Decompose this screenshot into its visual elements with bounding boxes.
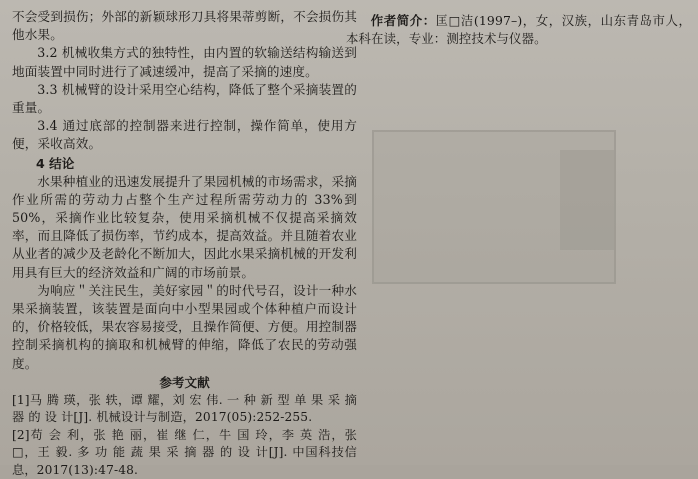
right-column [346, 12, 691, 48]
reference-2: [2]苟 会 利，张 艳 丽，崔 继 仁，牛 国 玲，李 英 浩，张 □，王 毅. 多 功 能 蔬 果 采 摘 器 的 设 计[J]. 中国科技信息，2017(13):47-48. [12, 427, 357, 477]
left-column [12, 8, 357, 479]
paragraph-3-3: 3.3 机械臂的设计采用空心结构，降低了整个采摘装置的重量。 [12, 81, 357, 116]
bleed-through-figure-detail [560, 150, 614, 250]
reference-1: [1]马 腾 瑛，张 轶，谭 耀，刘 宏 伟. 一 种 新 型 单 果 采 摘 器 的 设 计[J]. 机械设计与制造，2017(05):252-255. [12, 392, 357, 425]
section-heading-conclusion: 4 结论 [36, 155, 75, 171]
paragraph-3-4: 3.4 通过底部的控制器来进行控制，操作简单，使用方便，采收高效。 [12, 118, 357, 152]
paragraph-3-2: 3.2 机械收集方式的独特性，由内置的软输送结构输送到地面装置中同时进行了减速缓冲，提高了采摘的速度。 [12, 45, 357, 79]
paragraph-conclusion-1: 水果种植业的迅速发展提升了果园机械的市场需求，采摘作业所需的劳动力占整个生产过程所需劳动力的 33%到 50%，采摘作业比较复杂，使用采摘机械不仅提高采摘效率，而且降低了损伤率，节约成本，提高效益。并且随着农业从业者的减少及老龄化不断加大，因此水果采摘机械的开发利用具有巨大的经济效益和广阔的市场前景。 [12, 173, 357, 280]
paragraph-conclusion-2: 为响应＂关注民生，美好家园＂的时代号召，设计一种水果采摘装置，该装置是面向中小型果园或个体种植户而设计的，价格较低，果农容易接受，且操作简便、方便。用控制器控制采摘机构的摘取和机械臂的伸缩，降低了农民的劳动强度。 [12, 282, 357, 371]
author-bio-label: 作者简介： [370, 13, 436, 28]
references-heading: 参考文献 [159, 374, 210, 390]
author-bio-text: 匡□洁(1997–)，女，汉族，山东青岛市人，本科在读，专业：测控技术与仪器。 [346, 13, 692, 46]
author-bio [346, 12, 691, 48]
paragraph-continuation: 不会受到损伤；外部的新颖球形刀具将果蒂剪断，不会损伤其他水果。 [12, 9, 357, 43]
